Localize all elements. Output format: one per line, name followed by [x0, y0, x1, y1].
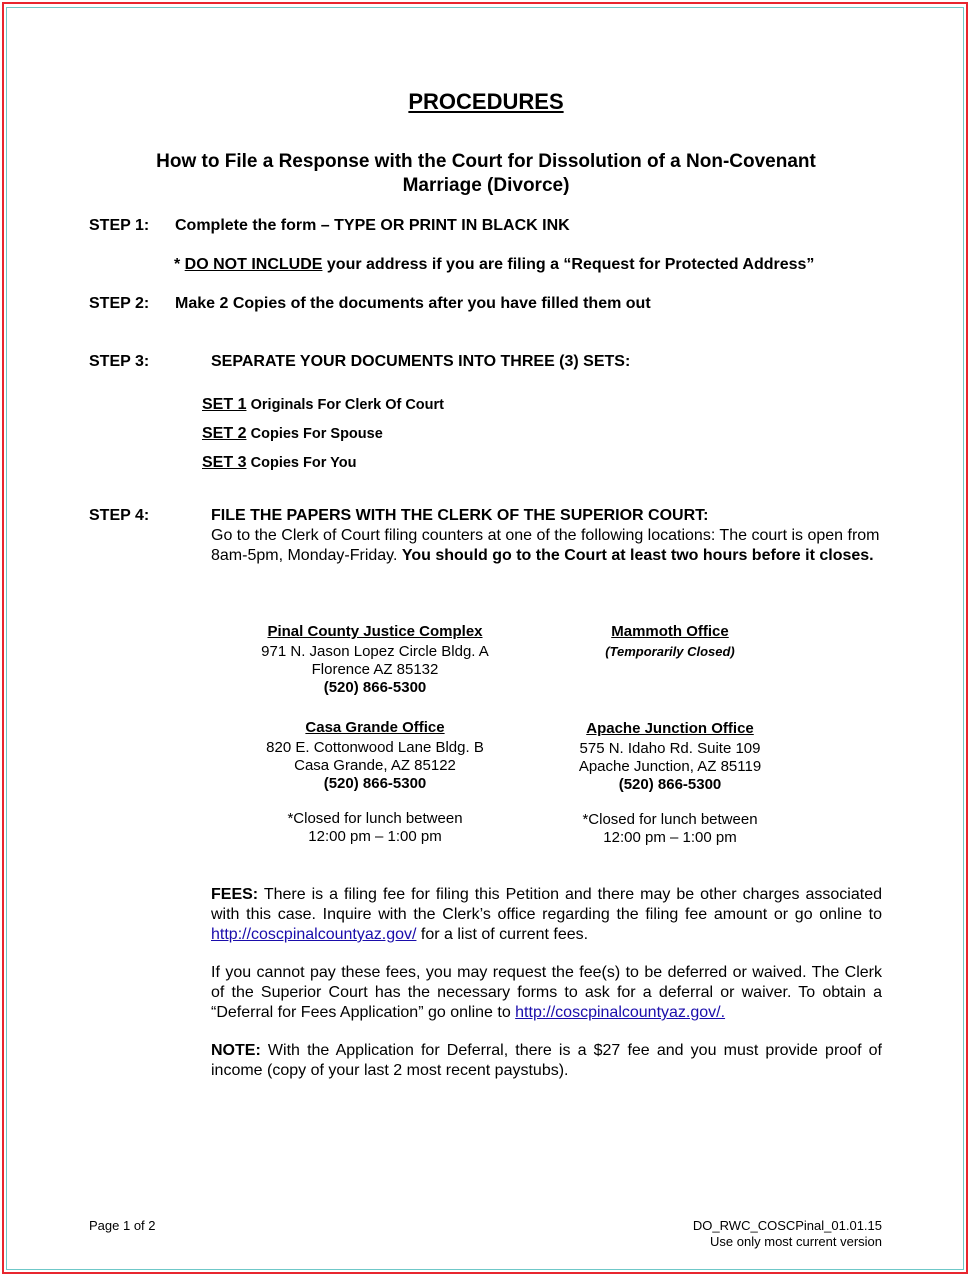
set-key: SET 2 — [202, 425, 247, 442]
fees-text: There is a filing fee for filing this Petition and there may be other charges associated with this case. Inquire with the Clerk’s office regarding the filing fee amount or go online to — [211, 886, 882, 923]
step2-label: STEP 2: — [89, 295, 150, 312]
step1-note-rest: your address if you are filing a “Request for Protected Address” — [322, 256, 815, 273]
set-desc: Copies For You — [250, 455, 357, 471]
step4-body-bold: You should go to the Court at least two hours before it closes. — [401, 547, 874, 564]
office-phone: (520) 866-5300 — [323, 679, 427, 696]
step3-text: SEPARATE YOUR DOCUMENTS INTO THREE (3) SETS: — [211, 353, 631, 370]
waiver-text: If you cannot pay these fees, you may request the fee(s) to be deferred or waived. The Clerk of the Superior Court has the necessary forms to ask for a deferral or waiver. To obtain a “Deferral for Fees Application” go online to — [211, 964, 882, 1021]
step4-body — [211, 526, 882, 566]
footer-version-note: Use only most current version — [710, 1234, 882, 1249]
step4-body-text: Go to the Clerk of Court filing counters at one of the following locations: The court is open from 8am-5pm, Monday-Friday. — [211, 527, 880, 564]
note-text: With the Application for Deferral, there is a $27 fee and you must provide proof of income (copy of your last 2 most recent paystubs). — [211, 1042, 882, 1079]
office-status: (Temporarily Closed) — [605, 644, 735, 659]
footer-page-number: Page 1 of 2 — [89, 1218, 156, 1233]
footer-doc-id: DO_RWC_COSCPinal_01.01.15 — [692, 1218, 882, 1233]
office-name: Pinal County Justice Complex — [267, 623, 483, 640]
fees-label: FEES: — [211, 886, 259, 903]
office-address-line2: Casa Grande, AZ 85122 — [294, 757, 456, 774]
set-item — [202, 454, 356, 472]
office-phone: (520) 866-5300 — [323, 775, 427, 792]
waiver-link[interactable]: http://coscpinalcountyaz.gov/. — [515, 1004, 726, 1021]
page-title: PROCEDURES — [408, 89, 564, 114]
footer-doc-info — [693, 1218, 882, 1250]
note-label: NOTE: — [211, 1042, 261, 1059]
office-name: Casa Grande Office — [305, 719, 445, 736]
office-mammoth — [520, 623, 820, 661]
step3-label: STEP 3: — [89, 353, 150, 370]
fees-paragraph — [211, 885, 882, 945]
office-address-line1: 575 N. Idaho Rd. Suite 109 — [579, 740, 761, 757]
office-address-line2: Apache Junction, AZ 85119 — [578, 758, 762, 775]
office-casa-grande — [225, 719, 525, 846]
office-lunch-line2: 12:00 pm – 1:00 pm — [308, 828, 442, 845]
fees-link[interactable]: http://coscpinalcountyaz.gov/ — [211, 926, 417, 943]
page-subtitle: How to File a Response with the Court for Dissolution of a Non-Covenant Marriage (Divorce) — [156, 151, 816, 196]
set-desc: Copies For Spouse — [250, 426, 383, 442]
office-address-line2: Florence AZ 85132 — [311, 661, 439, 678]
step1-text: Complete the form – TYPE OR PRINT IN BLACK INK — [175, 217, 570, 234]
note-paragraph — [211, 1041, 882, 1081]
set-key: SET 3 — [202, 454, 247, 471]
step1-note — [174, 256, 814, 274]
office-apache-junction — [520, 720, 820, 847]
fees-text-after: for a list of current fees. — [416, 926, 589, 943]
step1-note-prefix: * — [174, 256, 185, 273]
set-item — [202, 425, 383, 443]
step4-heading: FILE THE PAPERS WITH THE CLERK OF THE SUPERIOR COURT: — [211, 507, 709, 524]
step1-label: STEP 1: — [89, 217, 150, 234]
step1-note-emphasis: DO NOT INCLUDE — [184, 256, 323, 273]
office-name: Apache Junction Office — [586, 720, 754, 737]
office-phone: (520) 866-5300 — [618, 776, 722, 793]
set-item — [202, 396, 444, 414]
set-desc: Originals For Clerk Of Court — [250, 397, 444, 413]
set-key: SET 1 — [202, 396, 247, 413]
office-name: Mammoth Office — [611, 623, 729, 640]
waiver-paragraph — [211, 963, 882, 1023]
office-lunch-line1: *Closed for lunch between — [582, 811, 758, 828]
step4-label: STEP 4: — [89, 507, 150, 524]
office-lunch-line1: *Closed for lunch between — [287, 810, 463, 827]
office-address-line1: 971 N. Jason Lopez Circle Bldg. A — [261, 643, 489, 660]
office-lunch-line2: 12:00 pm – 1:00 pm — [603, 829, 737, 846]
office-address-line1: 820 E. Cottonwood Lane Bldg. B — [266, 739, 484, 756]
office-pinal — [225, 623, 525, 697]
step2-text: Make 2 Copies of the documents after you have filled them out — [175, 295, 651, 312]
